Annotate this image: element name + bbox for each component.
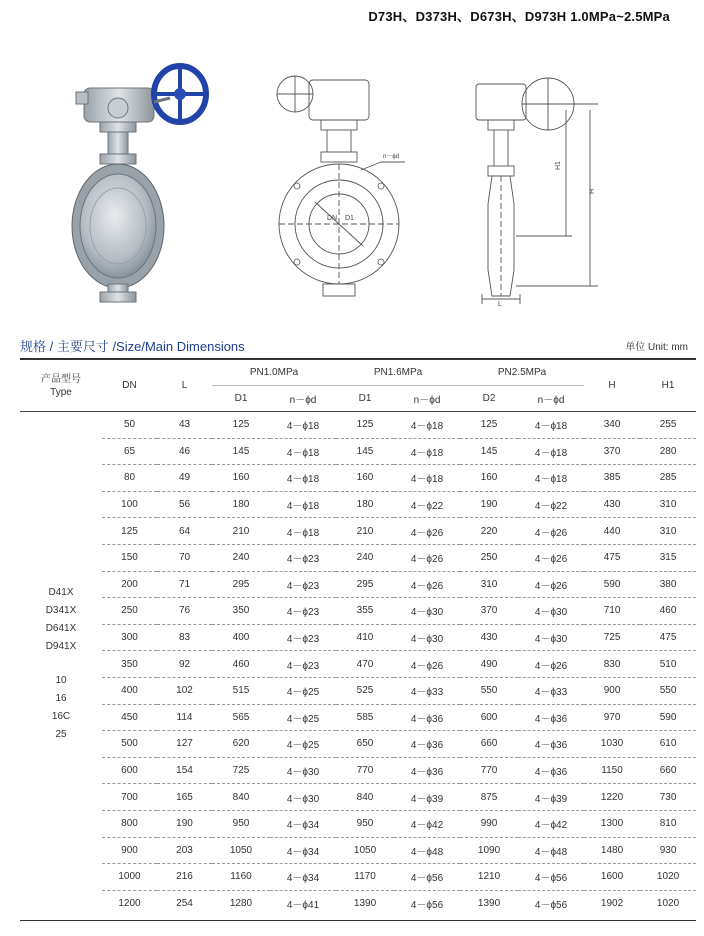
table-row (20, 651, 696, 678)
cell-dn: 350 (102, 651, 157, 678)
cell-d1-10: 350 (212, 598, 270, 625)
cell-nd-16: 4－ϕ39 (394, 784, 460, 811)
cell-l: 165 (157, 784, 212, 811)
cell-d1-16: 770 (336, 757, 394, 784)
cell-d2-25: 990 (460, 810, 518, 837)
pressure-code: 16C (51, 711, 71, 723)
cell-d1-16: 410 (336, 624, 394, 651)
cell-h: 1480 (584, 837, 640, 864)
cell-h: 440 (584, 518, 640, 545)
cell-nd-16: 4－ϕ22 (394, 491, 460, 518)
cell-d1-10: 145 (212, 438, 270, 465)
cell-nd-25: 4－ϕ56 (518, 864, 584, 891)
cell-nd-25: 4－ϕ18 (518, 438, 584, 465)
cell-h: 900 (584, 677, 640, 704)
cell-nd-10: 4－ϕ25 (270, 731, 336, 758)
table-row (20, 438, 696, 465)
cell-nd-10: 4－ϕ18 (270, 465, 336, 492)
cell-d1-16: 650 (336, 731, 394, 758)
cell-h: 710 (584, 598, 640, 625)
cell-h1: 930 (640, 837, 696, 864)
cell-nd-10: 4－ϕ25 (270, 677, 336, 704)
cell-d1-10: 840 (212, 784, 270, 811)
drawing-label-nd: n－ϕd (383, 154, 400, 160)
cell-h: 1300 (584, 810, 640, 837)
cell-nd-10: 4－ϕ23 (270, 544, 336, 571)
type-header-en: Type (50, 386, 72, 398)
section-title: 规格 / 主要尺寸 /Size/Main Dimensions (20, 339, 245, 354)
table-row (20, 571, 696, 598)
cell-h1: 255 (640, 412, 696, 439)
cell-l: 71 (157, 571, 212, 598)
table-row (20, 757, 696, 784)
cell-d1-16: 1170 (336, 864, 394, 891)
type-code: D341X (45, 605, 77, 617)
cell-h1: 660 (640, 757, 696, 784)
table-row (20, 598, 696, 625)
h-header: H (584, 360, 640, 412)
cell-h1: 310 (640, 491, 696, 518)
type-header-cn: 产品型号 (41, 373, 81, 385)
cell-h1: 810 (640, 810, 696, 837)
cell-d2-25: 145 (460, 438, 518, 465)
valve-side-drawing (470, 74, 620, 306)
cell-dn: 900 (102, 837, 157, 864)
cell-d1-16: 295 (336, 571, 394, 598)
cell-d1-10: 950 (212, 810, 270, 837)
cell-nd-16: 4－ϕ26 (394, 544, 460, 571)
cell-h: 1030 (584, 731, 640, 758)
cell-d2-25: 1390 (477, 898, 501, 910)
cell-nd-16: 4－ϕ30 (394, 598, 460, 625)
cell-l: 154 (157, 757, 212, 784)
cell-d1-16: 1050 (336, 837, 394, 864)
cell-h1: 460 (640, 598, 696, 625)
cell-d2-25: 550 (460, 677, 518, 704)
cell-dn: 80 (102, 465, 157, 492)
cell-dn: 125 (102, 518, 157, 545)
cell-l: 190 (157, 810, 212, 837)
cell-nd-25: 4－ϕ18 (518, 465, 584, 492)
table-row (20, 810, 696, 837)
cell-nd-10: 4－ϕ23 (270, 651, 336, 678)
cell-dn: 600 (102, 757, 157, 784)
nd-10-header: n－ϕd (270, 386, 336, 412)
cell-d1-16: 840 (336, 784, 394, 811)
table-row (20, 518, 696, 545)
cell-l: 56 (157, 491, 212, 518)
cell-nd-16: 4－ϕ26 (394, 571, 460, 598)
cell-d1-16: 125 (336, 412, 394, 439)
cell-h1: 285 (640, 465, 696, 492)
cell-l: 64 (157, 518, 212, 545)
cell-nd-25: 4－ϕ26 (518, 518, 584, 545)
cell-d1-16: 145 (336, 438, 394, 465)
cell-h: 340 (584, 412, 640, 439)
cell-nd-10: 4－ϕ34 (270, 864, 336, 891)
cell-nd-25: 4－ϕ22 (518, 491, 584, 518)
cell-d1-10: 160 (212, 465, 270, 492)
cell-dn: 50 (102, 412, 157, 439)
dn-header: DN (102, 360, 157, 412)
cell-nd-16: 4－ϕ18 (394, 412, 460, 439)
pn10-header: PN1.0MPa (212, 360, 336, 386)
cell-d2-25: 250 (460, 544, 518, 571)
table-row (20, 704, 696, 731)
drawing-label-l: L (498, 301, 502, 306)
cell-h: 370 (584, 438, 640, 465)
cell-d1-16: 1390 (353, 898, 377, 910)
cell-nd-10: 4－ϕ18 (270, 438, 336, 465)
cell-h: 1902 (600, 898, 624, 910)
valve-photo (70, 58, 220, 306)
cell-d1-10: 180 (212, 491, 270, 518)
cell-dn: 300 (102, 624, 157, 651)
cell-h1: 590 (640, 704, 696, 731)
cell-h1: 475 (640, 624, 696, 651)
cell-d1-10: 400 (212, 624, 270, 651)
cell-nd-10: 4－ϕ34 (270, 810, 336, 837)
cell-d2-25: 600 (460, 704, 518, 731)
cell-h: 1150 (584, 757, 640, 784)
cell-nd-25: 4－ϕ26 (518, 571, 584, 598)
type-code: D41X (48, 587, 74, 599)
cell-nd-10: 4－ϕ25 (270, 704, 336, 731)
table-row (20, 784, 696, 811)
cell-nd-25: 4－ϕ56 (534, 900, 568, 912)
cell-d2-25: 1090 (460, 837, 518, 864)
cell-l: 83 (157, 624, 212, 651)
pressure-code: 10 (55, 675, 67, 687)
cell-d1-10: 1050 (212, 837, 270, 864)
cell-h1: 730 (640, 784, 696, 811)
cell-d2-25: 875 (460, 784, 518, 811)
cell-d2-25: 490 (460, 651, 518, 678)
cell-l: 203 (157, 837, 212, 864)
cell-l: 127 (157, 731, 212, 758)
d1-16-header: D1 (336, 386, 394, 412)
cell-h1: 315 (640, 544, 696, 571)
cell-d1-10: 460 (212, 651, 270, 678)
pn25-header: PN2.5MPa (460, 360, 584, 386)
cell-h1: 550 (640, 677, 696, 704)
cell-nd-10: 4－ϕ34 (270, 837, 336, 864)
cell-nd-25: 4－ϕ36 (518, 757, 584, 784)
type-header (20, 360, 102, 412)
cell-h1: 610 (640, 731, 696, 758)
d1-10-header: D1 (212, 386, 270, 412)
cell-dn: 250 (102, 598, 157, 625)
cell-h1: 310 (640, 518, 696, 545)
cell-nd-16: 4－ϕ56 (394, 864, 460, 891)
cell-nd-25: 4－ϕ33 (518, 677, 584, 704)
d2-25-header: D2 (460, 386, 518, 412)
cell-nd-16: 4－ϕ26 (394, 651, 460, 678)
cell-d1-16: 470 (336, 651, 394, 678)
nd-25-header: n－ϕd (518, 386, 584, 412)
valve-front-drawing (265, 62, 415, 308)
cell-dn: 65 (102, 438, 157, 465)
cell-d1-16: 240 (336, 544, 394, 571)
dimensions-table (20, 360, 696, 917)
cell-d1-16: 355 (336, 598, 394, 625)
cell-dn: 700 (102, 784, 157, 811)
pressure-code: 16 (55, 693, 67, 705)
h1-header: H1 (640, 360, 696, 412)
cell-h: 1220 (584, 784, 640, 811)
cell-nd-25: 4－ϕ39 (518, 784, 584, 811)
cell-l: 43 (157, 412, 212, 439)
table-row (20, 837, 696, 864)
cell-d2-25: 310 (460, 571, 518, 598)
cell-nd-16: 4－ϕ56 (410, 900, 444, 912)
type-cell (20, 412, 102, 917)
cell-nd-25: 4－ϕ36 (518, 704, 584, 731)
cell-dn: 100 (102, 491, 157, 518)
cell-nd-25: 4－ϕ26 (518, 544, 584, 571)
cell-nd-25: 4－ϕ48 (518, 837, 584, 864)
cell-h: 1600 (584, 864, 640, 891)
cell-l: 254 (176, 898, 193, 910)
cell-h: 830 (584, 651, 640, 678)
cell-d1-16: 180 (336, 491, 394, 518)
cell-nd-10: 4－ϕ18 (270, 518, 336, 545)
cell-d1-16: 160 (336, 465, 394, 492)
cell-dn: 450 (102, 704, 157, 731)
cell-dn: 500 (102, 731, 157, 758)
cell-d2-25: 125 (460, 412, 518, 439)
cell-dn: 150 (102, 544, 157, 571)
cell-l: 114 (157, 704, 212, 731)
cell-nd-10: 4－ϕ18 (270, 412, 336, 439)
cell-dn: 400 (102, 677, 157, 704)
cell-d2-25: 430 (460, 624, 518, 651)
cell-d1-10: 125 (212, 412, 270, 439)
cell-d1-10: 210 (212, 518, 270, 545)
cell-d1-10: 515 (212, 677, 270, 704)
cell-d2-25: 1210 (460, 864, 518, 891)
cell-l: 102 (157, 677, 212, 704)
cell-h1: 510 (640, 651, 696, 678)
table-row (20, 677, 696, 704)
cell-dn: 800 (102, 810, 157, 837)
cell-d1-16: 950 (336, 810, 394, 837)
cell-d2-25: 660 (460, 731, 518, 758)
cell-nd-16: 4－ϕ18 (394, 465, 460, 492)
cell-h1: 280 (640, 438, 696, 465)
type-gap (20, 656, 102, 672)
cell-nd-16: 4－ϕ18 (394, 438, 460, 465)
cell-d1-10: 1280 (229, 898, 253, 910)
cell-nd-16: 4－ϕ33 (394, 677, 460, 704)
l-header: L (157, 360, 212, 412)
table-row (20, 864, 696, 891)
cell-d2-25: 770 (460, 757, 518, 784)
cell-nd-10: 4－ϕ23 (270, 598, 336, 625)
cell-h1: 1020 (640, 864, 696, 891)
table-row (20, 890, 696, 917)
cell-d1-10: 725 (212, 757, 270, 784)
cell-d2-25: 160 (460, 465, 518, 492)
unit-label: 单位 Unit: mm (625, 342, 688, 353)
table-row (20, 731, 696, 758)
cell-nd-10: 4－ϕ41 (286, 900, 320, 912)
cell-nd-10: 4－ϕ18 (270, 491, 336, 518)
cell-d2-25: 220 (460, 518, 518, 545)
table-row (20, 412, 696, 439)
table-row (20, 491, 696, 518)
cell-nd-16: 4－ϕ48 (394, 837, 460, 864)
drawing-label-h: H (589, 188, 596, 194)
cell-nd-16: 4－ϕ30 (394, 624, 460, 651)
cell-d1-16: 525 (336, 677, 394, 704)
cell-h1: 380 (640, 571, 696, 598)
cell-nd-10: 4－ϕ23 (270, 571, 336, 598)
cell-dn: 200 (102, 571, 157, 598)
table-row (20, 465, 696, 492)
cell-nd-25: 4－ϕ42 (518, 810, 584, 837)
cell-dn: 1200 (118, 898, 141, 910)
cell-l: 70 (157, 544, 212, 571)
cell-l: 216 (157, 864, 212, 891)
drawing-label-h1: H1 (555, 161, 562, 170)
table-bottom-rule (20, 920, 696, 921)
cell-nd-25: 4－ϕ26 (518, 651, 584, 678)
cell-h: 725 (584, 624, 640, 651)
cell-d1-10: 295 (212, 571, 270, 598)
document-title: D73H、D373H、D673H、D973H 1.0MPa~2.5MPa (368, 9, 670, 24)
cell-nd-10: 4－ϕ23 (270, 624, 336, 651)
cell-d2-25: 190 (460, 491, 518, 518)
cell-nd-16: 4－ϕ36 (394, 731, 460, 758)
cell-d2-25: 370 (460, 598, 518, 625)
cell-dn: 1000 (102, 864, 157, 891)
cell-nd-25: 4－ϕ30 (518, 598, 584, 625)
nd-16-header: n－ϕd (394, 386, 460, 412)
cell-nd-25: 4－ϕ18 (518, 412, 584, 439)
cell-nd-16: 4－ϕ42 (394, 810, 460, 837)
table-row (20, 544, 696, 571)
cell-nd-16: 4－ϕ36 (394, 757, 460, 784)
drawing-label-d1: D1 (345, 215, 354, 222)
cell-nd-16: 4－ϕ26 (394, 518, 460, 545)
cell-d1-10: 620 (212, 731, 270, 758)
type-code: D941X (45, 641, 77, 653)
pn16-header: PN1.6MPa (336, 360, 460, 386)
cell-d1-10: 240 (212, 544, 270, 571)
cell-h: 475 (584, 544, 640, 571)
cell-nd-10: 4－ϕ30 (270, 784, 336, 811)
drawing-label-dn: DN (327, 215, 338, 222)
cell-l: 49 (157, 465, 212, 492)
cell-d1-16: 585 (336, 704, 394, 731)
pressure-code: 25 (55, 729, 67, 741)
cell-l: 76 (157, 598, 212, 625)
cell-d1-10: 1160 (212, 864, 270, 891)
cell-d1-10: 565 (212, 704, 270, 731)
cell-l: 92 (157, 651, 212, 678)
cell-nd-16: 4－ϕ36 (394, 704, 460, 731)
header-row-top (20, 360, 696, 386)
cell-h: 385 (584, 465, 640, 492)
cell-nd-10: 4－ϕ30 (270, 757, 336, 784)
cell-l: 46 (157, 438, 212, 465)
cell-h1: 1020 (656, 898, 680, 910)
cell-h: 590 (584, 571, 640, 598)
cell-nd-25: 4－ϕ36 (518, 731, 584, 758)
cell-d1-16: 210 (336, 518, 394, 545)
cell-nd-25: 4－ϕ30 (518, 624, 584, 651)
cell-h: 970 (584, 704, 640, 731)
table-row (20, 624, 696, 651)
type-code: D641X (45, 623, 77, 635)
cell-h: 430 (584, 491, 640, 518)
